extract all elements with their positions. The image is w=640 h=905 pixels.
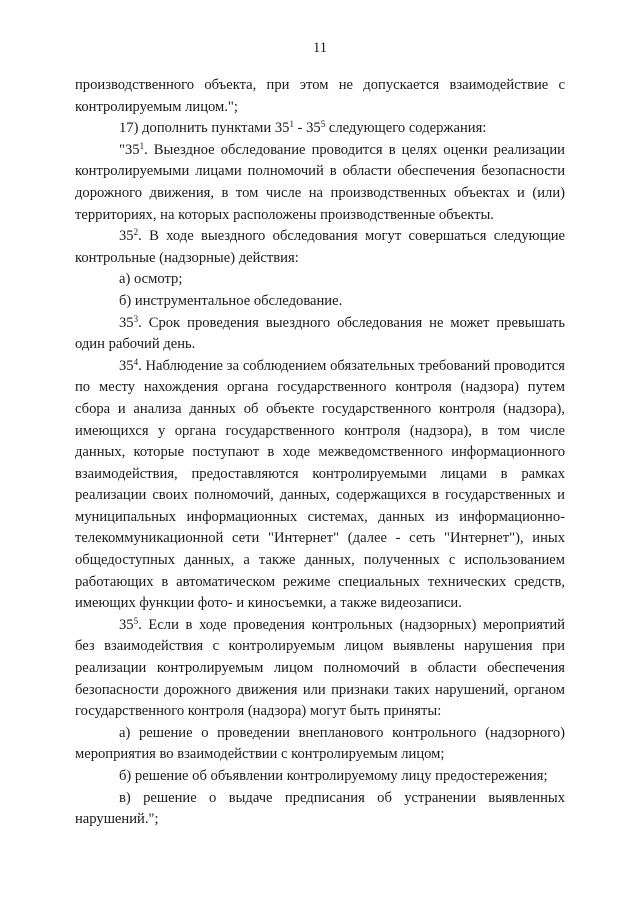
decision-item-a: а) решение о проведении внепланового контрольного (надзорного) мероприятия во взаимодействии с контролируемым лицом; <box>75 724 565 763</box>
paragraph-35-4: $35^4$. Наблюдение за соблюдением обязательных требований проводится по месту нахождения органа государственного контроля (надзора) путем сбора и анализа данных об объекте государственного контроля (надзора), имеющихся у органа государственного контроля (надзора), в том числе данных, которые поступают в ходе межведомственного информационного взаимодействия, предоставляются контролируемыми лицами в рамках реализации своих полномочий, данных, содержащихся в государственных и муниципальных информационных системах, данных из информационно-телекоммуникационной сети "Интернет" (далее - сеть "Интернет"), иных общедоступных данных, а также данных, полученных с использованием работающих в автоматическом режиме специальных технических средств, имеющих функции фото- и киносъемки, а также видеозаписи. <box>75 356 565 612</box>
list-item-a: а) осмотр; <box>119 271 183 288</box>
paragraph-35-1: "$35^1$. Выездное обследование проводится в целях оценки реализации контролируемыми лицами полномочий в области обеспечения безопасности дорожного движения, в том числе на производственных объектах и (или) территориях, на которых расположены производственные объекты. <box>75 140 565 223</box>
paragraph-item-17: 17) дополнить пунктами $35^1 - 35^5$ следующего содержания: <box>119 119 487 137</box>
page-number: 11 <box>313 40 327 56</box>
paragraph-continuation: производственного объекта, при этом не допускается взаимодействие с контролируемым лицом."; <box>75 77 565 115</box>
paragraph-35-5: $35^5$. Если в ходе проведения контрольных (надзорных) мероприятий без взаимодействия с контролируемым лицом выявлены нарушения при реализации контролируемым лицом полномочий в области обеспечения безопасности дорожного движения или признаки таких нарушений, органом государственного контроля (надзора) могут быть приняты: <box>75 615 565 720</box>
decision-item-b: б) решение об объявлении контролируемому лицу предостережения; <box>119 768 548 784</box>
list-item-b: б) инструментальное обследование. <box>119 292 343 309</box>
decision-item-c: в) решение о выдаче предписания об устранении выявленных нарушений."; <box>75 789 565 828</box>
paragraph-35-2: $35^2$. В ходе выездного обследования могут совершаться следующие контрольные (надзорные) действия: <box>75 227 565 266</box>
document-body <box>75 75 565 831</box>
paragraph-35-3: $35^3$. Срок проведения выездного обследования не может превышать один рабочий день. <box>75 313 565 353</box>
